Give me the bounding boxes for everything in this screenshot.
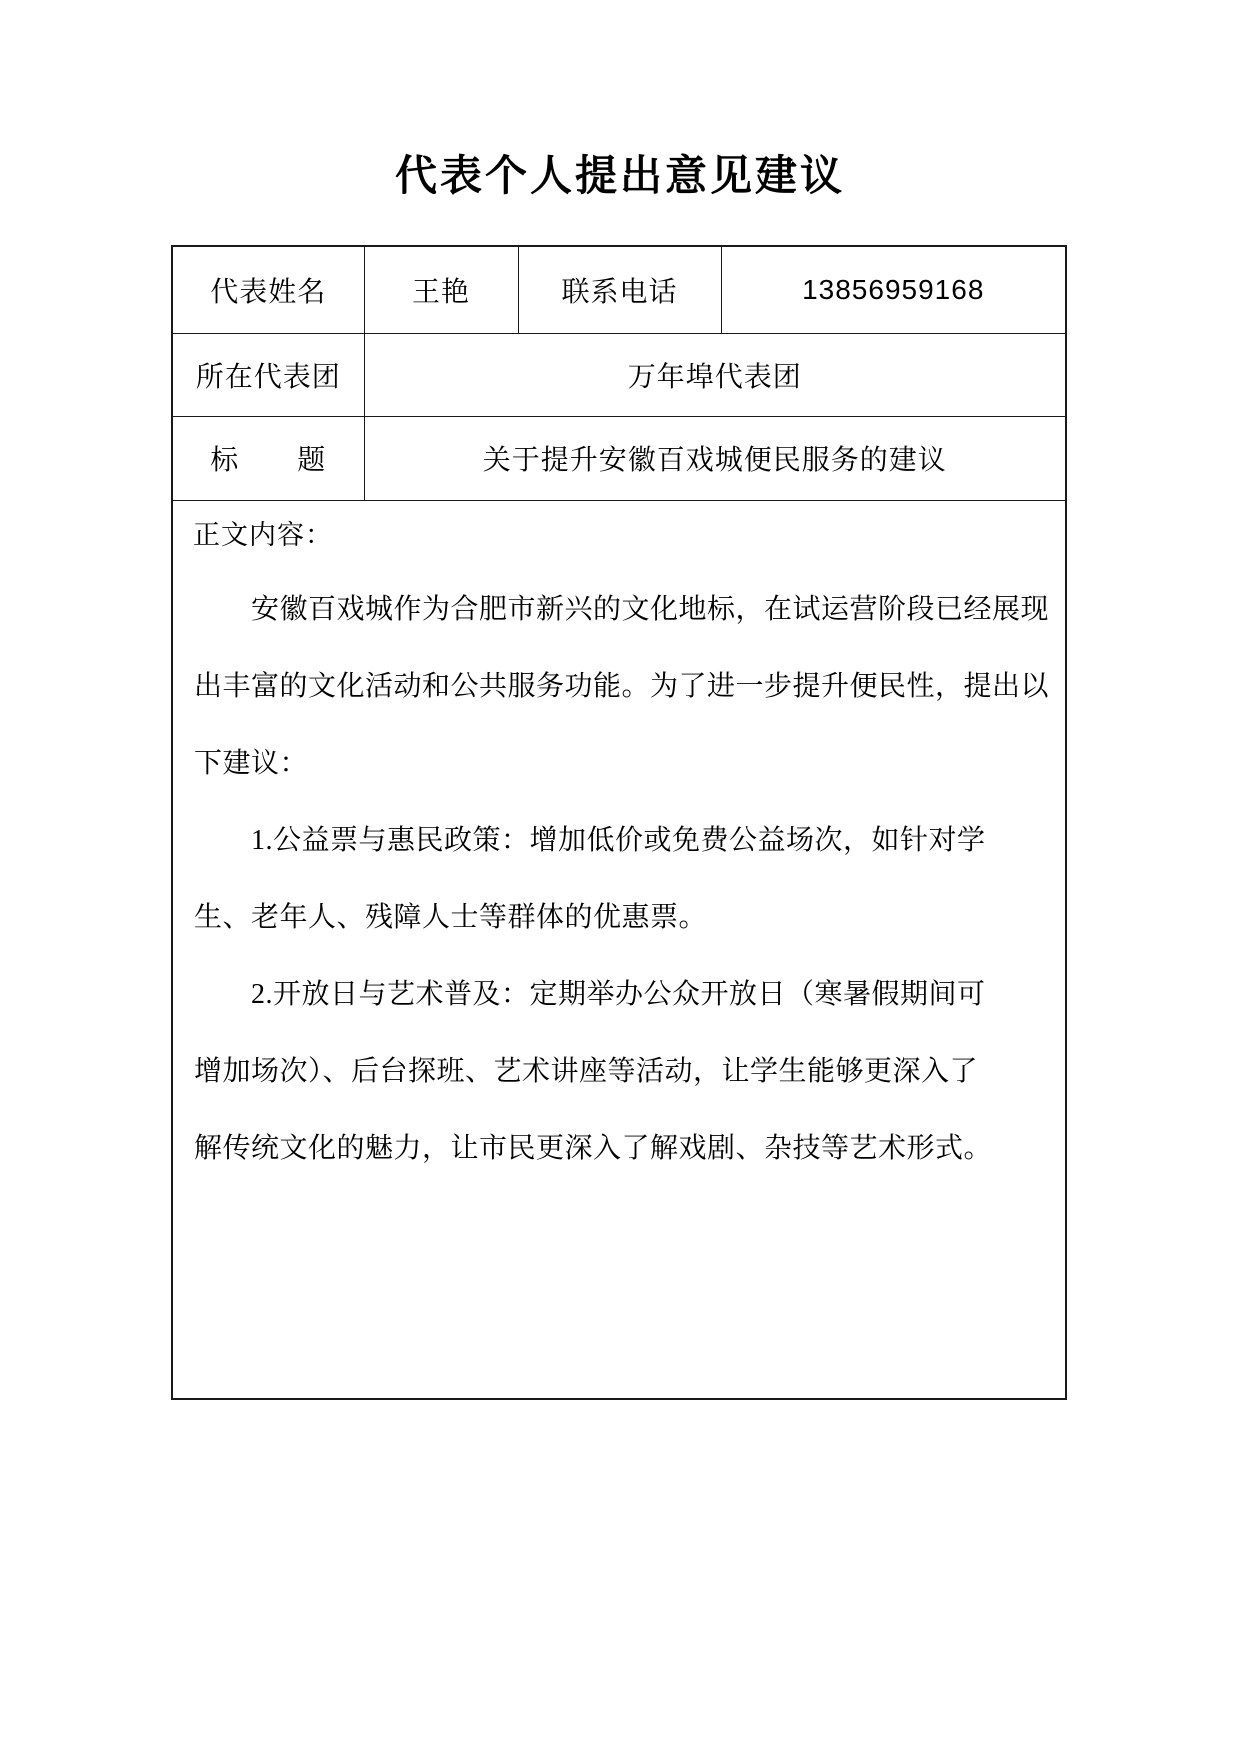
body-line: 安徽百戏城作为合肥市新兴的文化地标，在试运营阶段已经展现: [194, 593, 1050, 625]
body-content-label: 正文内容：: [193, 519, 333, 550]
body-line: 解传统文化的魅力，让市民更深入了解戏剧、杂技等艺术形式。: [194, 1132, 993, 1164]
body-line: 增加场次）、后台探班、艺术讲座等活动，让学生能够更深入了: [194, 1055, 979, 1087]
suggestion-title-label: 标 题: [172, 416, 364, 500]
contact-phone-value: 13856959168: [721, 246, 1066, 333]
table-row-body: [172, 500, 1066, 1399]
body-line: 下建议：: [194, 747, 309, 779]
body-line: 生、老年人、残障人士等群体的优惠票。: [194, 901, 708, 933]
representative-name-label: 代表姓名: [172, 246, 364, 333]
table-row-title: [172, 416, 1066, 500]
representative-name-value: 王艳: [364, 246, 518, 333]
body-line: 出丰富的文化活动和公共服务功能。为了进一步提升便民性，提出以: [194, 670, 1050, 702]
table-row-delegation: [172, 333, 1066, 416]
body-cell: [172, 500, 1066, 1399]
suggestion-form-table: [171, 245, 1067, 1400]
suggestion-title-value: 关于提升安徽百戏城便民服务的建议: [364, 416, 1066, 500]
table-row-name-phone: [172, 246, 1066, 333]
body-line: 1.公益票与惠民政策：增加低价或免费公益场次，如针对学: [194, 824, 986, 856]
body-content: [173, 571, 1065, 1187]
delegation-label: 所在代表团: [172, 333, 364, 416]
contact-phone-label: 联系电话: [518, 246, 721, 333]
page-title: 代表个人提出意见建议: [394, 154, 845, 200]
body-line: 2.开放日与艺术普及：定期举办公众开放日（寒暑假期间可: [194, 978, 986, 1010]
delegation-value: 万年埠代表团: [364, 333, 1066, 416]
